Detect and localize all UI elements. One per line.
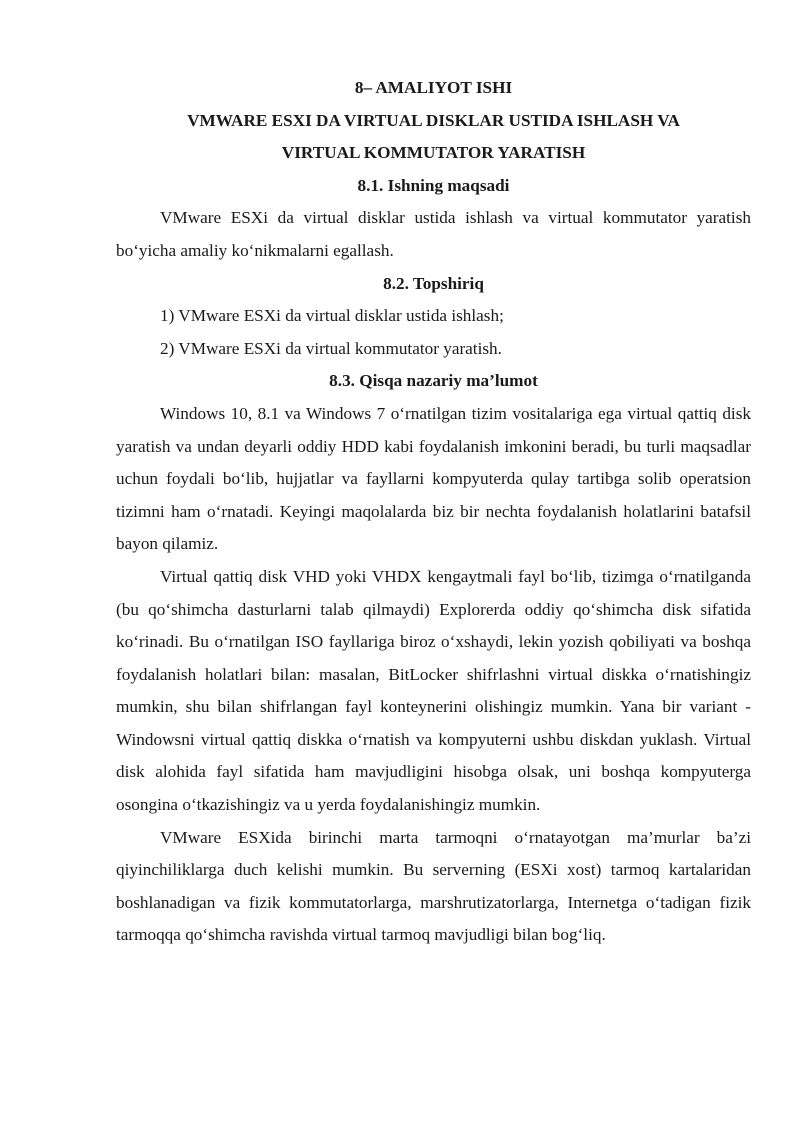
theory-paragraph-1: Windows 10, 8.1 va Windows 7 o‘rnatilgan tizim vositalariga ega virtual qattiq disk yaratish va undan deyarli oddiy HDD kabi foydalanish imkonini beradi, bu turli maqsadlar uchun foydali bo‘lib, hujjatlar va fayllarni kompyuterda qulay tartibga solib operatsion tizimni ham o‘rnatadi. Keyingi maqolalarda biz bir nechta foydalanish holatlarini batafsil bayon qilamiz. [116, 403, 751, 554]
lab-number: 8– AMALIYOT ISHI [354, 78, 513, 97]
section-heading-goal: 8.1. Ishning maqsadi [357, 175, 510, 195]
theory-paragraph-2: Virtual qattiq disk VHD yoki VHDX kengaytmali fayl bo‘lib, tizimga o‘rnatilganda (bu qo‘shimcha dasturlarni talab qilmaydi) Explorerda oddiy qo‘shimcha disk sifatida ko‘rinadi. Bu o‘rnatilgan ISO fayllariga biroz o‘xshaydi, lekin yozish qobiliyati va boshqa foydalanish holatlari bilan: masalan, BitLocker shifrlashni virtual diskka o‘rnatishingiz mumkin, shu bilan shifrlangan fayl konteynerini olishingiz mumkin. Yana bir variant - Windowsni virtual qattiq diskka o‘rnatish va kompyuterni ushbu diskdan yuklash. Virtual disk alohida fayl sifatida ham mavjudligini hisobga olsak, uni boshqa kompyuterga osongina o‘tkazishingiz va u yerda foydalanishingiz mumkin. [116, 566, 751, 815]
section-heading-theory: 8.3. Qisqa nazariy ma’lumot [329, 371, 538, 391]
task-item-1: 1) VMware ESXi da virtual disklar ustida ishlash; [160, 306, 504, 326]
section-heading-task: 8.2. Topshiriq [383, 273, 484, 293]
document-title-line-2: VIRTUAL KOMMUTATOR YARATISH [281, 143, 586, 163]
document-page [116, 72, 751, 952]
document-title-line-1: VMWARE ESXI DA VIRTUAL DISKLAR USTIDA ISHLASH VA [187, 110, 680, 130]
task-item-2: 2) VMware ESXi da virtual kommutator yaratish. [160, 338, 502, 358]
goal-paragraph: VMware ESXi da virtual disklar ustida ishlash va virtual kommutator yaratish bo‘yicha amaliy ko‘nikmalarni egallash. [116, 208, 751, 260]
theory-paragraph-3: VMware ESXida birinchi marta tarmoqni o‘rnatayotgan ma’murlar ba’zi qiyinchiliklarga duch kelishi mumkin. Bu serverning (ESXi xost) tarmoq kartalaridan boshlanadigan va fizik kommutatorlarga, marshrutizatorlarga, Internetga o‘tadigan fizik tarmoqqa qo‘shimcha ravishda virtual tarmoq mavjudligi bilan bog‘liq. [116, 827, 751, 945]
